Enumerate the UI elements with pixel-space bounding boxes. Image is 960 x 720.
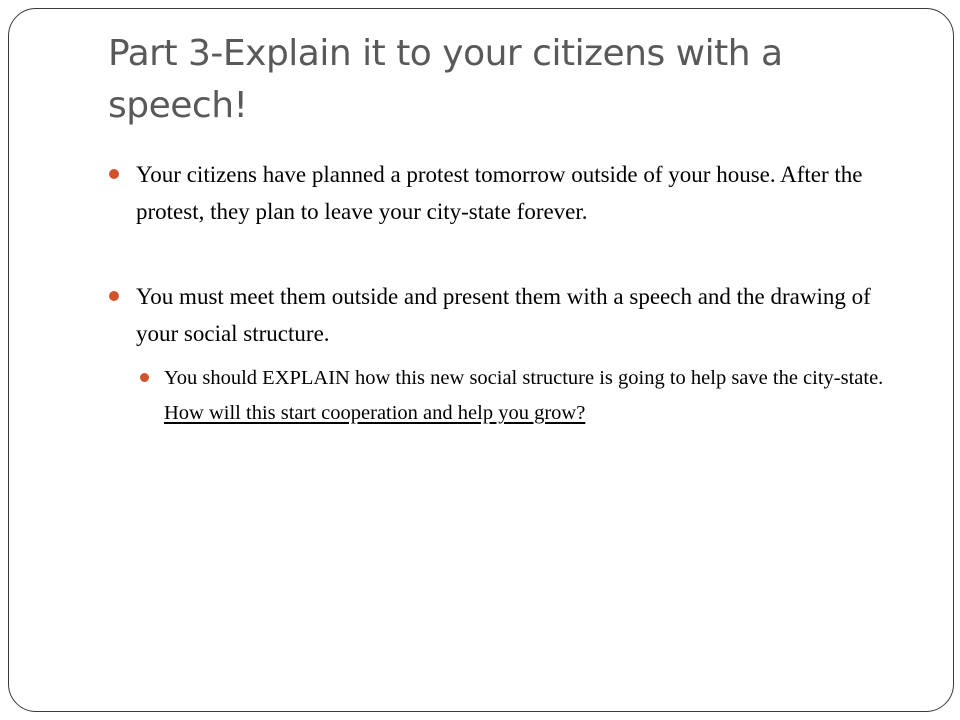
- slide-body: [106, 156, 896, 431]
- bullet-text: You must meet them outside and present them with a speech and the drawing of your social structure.: [136, 284, 871, 346]
- bullet-dot-icon: [109, 291, 119, 301]
- bullet-item: [106, 278, 896, 352]
- bullet-text: Your citizens have planned a protest tomorrow outside of your house. After the protest, they plan to leave your city-state forever.: [136, 162, 863, 224]
- slide-title: Part 3-Explain it to your citizens with a speech!: [108, 33, 783, 126]
- bullet-dot-icon: [140, 373, 149, 382]
- sub-bullet-underlined-question: How will this start cooperation and help you grow?: [164, 402, 586, 424]
- bullet-item: [106, 156, 896, 230]
- bullet-dot-icon: [109, 169, 119, 179]
- sub-bullet-text: You should EXPLAIN how this new social structure is going to help save the city-state.: [164, 367, 884, 389]
- sub-bullet-item: [136, 361, 896, 431]
